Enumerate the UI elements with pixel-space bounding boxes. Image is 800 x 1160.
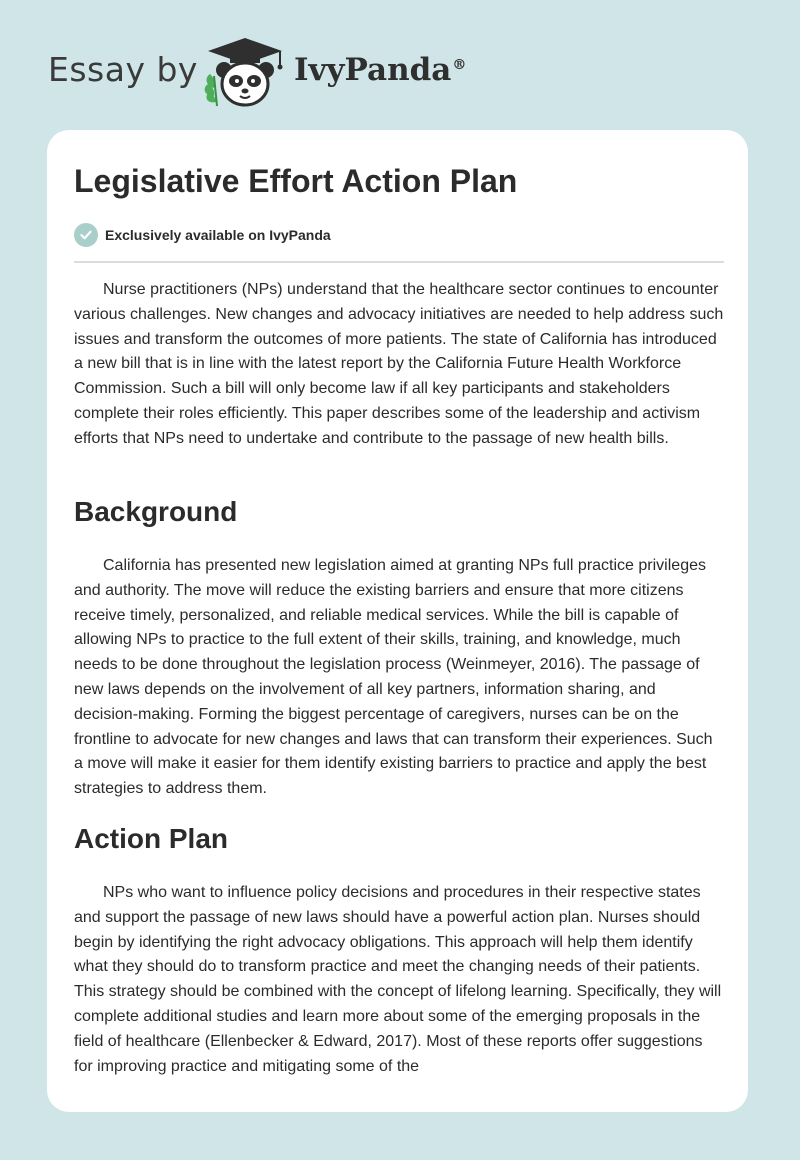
divider bbox=[74, 261, 724, 263]
exclusive-badge bbox=[74, 222, 331, 248]
brand-logo[interactable] bbox=[294, 52, 466, 88]
check-circle-icon bbox=[74, 223, 98, 247]
essay-by-label: Essay by bbox=[48, 50, 198, 89]
background-paragraph: California has presented new legislation aimed at granting NPs full practice privileges and authority. The move will reduce the existing barriers and ensure that more citizens receive timely, personalized, and reliable medical services. While the bill is capable of allowing NPs to practice to the full extent of their skills, training, and knowledge, much needs to be done throughout the legislation process (Weinmeyer, 2016). The passage of new laws depends on the involvement of all key partners, information sharing, and decision-making. Forming the biggest percentage of caregivers, nurses can be on the frontline to advocate for new changes and laws that can transform their experiences. Such a move will make it easier for them identify existing barriers to practice and apply the best strategies to address them. bbox=[74, 557, 713, 798]
brand-name: IvyPanda bbox=[294, 52, 452, 88]
article-card bbox=[47, 130, 748, 1112]
action-plan-paragraph: NPs who want to influence policy decisions and procedures in their respective states and support the passage of new laws should have a powerful action plan. Nurses should begin by identifying the right advocacy obligations. This approach will help them identify what they should do to transform practice and meet the changing needs of their patients. This strategy should be combined with the concept of lifelong learning. Specifically, they will complete additional studies and learn more about some of the emerging proposals in the field of healthcare (Ellenbecker & Edward, 2017). Most of these reports offer suggestions for improving practice and mitigating some of the bbox=[74, 884, 722, 1075]
registered-mark: ® bbox=[452, 56, 467, 73]
leaf-icon bbox=[205, 74, 217, 106]
intro-paragraph: Nurse practitioners (NPs) understand that the healthcare sector continues to encounter various challenges. New changes and advocacy initiatives are needed to help address such issues and transform the outcomes of more patients. The state of California has introduced a new bill that is in line with the latest report by the California Future Health Workforce Commission. Such a bill will only become law if all key participants and stakeholders complete their roles efficiently. This paper describes some of the leadership and activism efforts that NPs need to undertake and contribute to the passage of new health bills. bbox=[74, 281, 724, 447]
exclusive-label: Exclusively available on IvyPanda bbox=[105, 227, 331, 243]
section-heading-background: Background bbox=[74, 496, 238, 527]
site-header bbox=[0, 0, 800, 130]
section-heading-action-plan: Action Plan bbox=[74, 823, 229, 854]
page-title: Legislative Effort Action Plan bbox=[74, 163, 518, 199]
panda-graduate-icon[interactable] bbox=[200, 36, 290, 110]
